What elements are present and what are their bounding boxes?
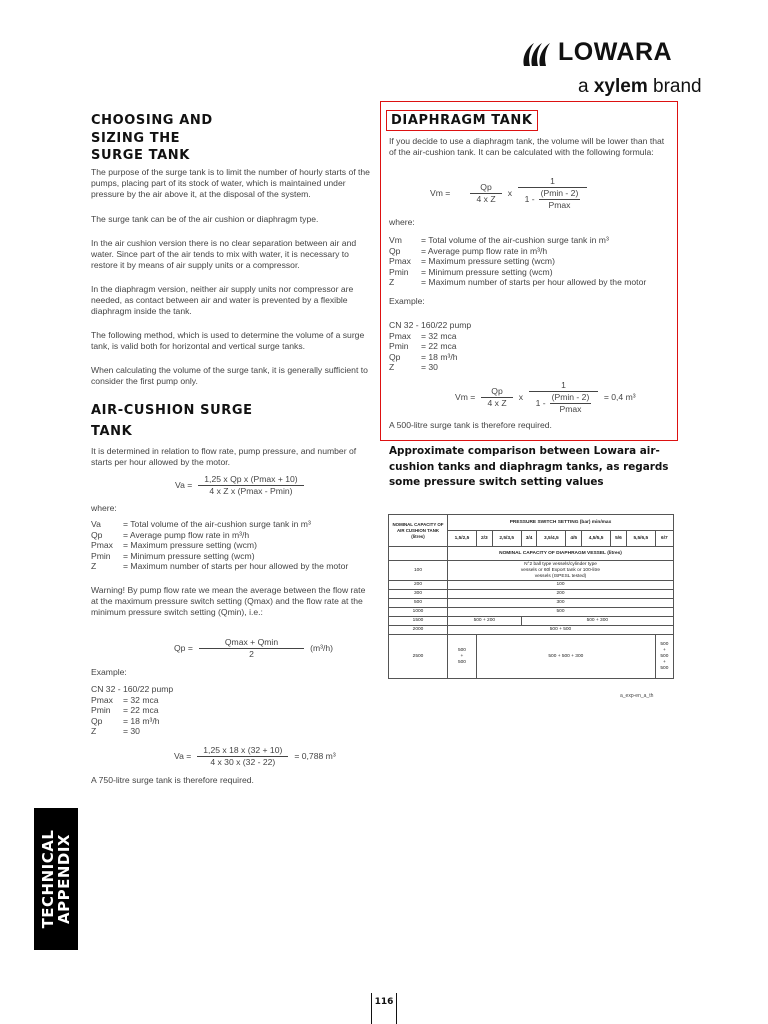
table-row: 1000 500 — [389, 608, 674, 617]
table-code: a_exp-en_a_th — [620, 693, 654, 699]
right-definitions — [389, 235, 674, 288]
table-corner-header: NOMINAL CAPACITY OF AIR CUSHION TANK (litres) — [389, 515, 448, 547]
tab-line-appendix: APPENDIX — [55, 834, 73, 925]
air-intro: It is determined in relation to flow rate, pump pressure, and number of starts per hour allowed by the motor. — [91, 446, 357, 467]
lowara-logo-icon — [520, 40, 556, 70]
where-label: where: — [389, 217, 415, 227]
definition-row: Qp = Average pump flow rate in m³/h — [389, 245, 548, 256]
paragraph: In the diaphragm version, neither air supply units nor compressor are needed, as contact between air and water is prevented by a flexible diaphragm inside the tank. — [91, 283, 354, 316]
definition-row: Qp = Average pump flow rate in m³/h — [91, 529, 250, 540]
definition-row: Vm = Total volume of the air-cushion surge tank in m³ — [389, 235, 609, 245]
brand-name: LOWARA — [558, 38, 673, 66]
left-conclusion: A 750-litre surge tank is therefore required. — [91, 775, 254, 785]
table-row: 100 N°2 ball type vessels/cylinder type vessels or 60l Export tank or 100-litre vessels (ISPESL tested) — [389, 561, 674, 581]
table-row: 2000 500 + 500 — [389, 626, 674, 635]
table-row: 300 200 — [389, 590, 674, 599]
right-conclusion: A 500-litre surge tank is therefore required. — [389, 420, 552, 430]
table-row: 1500 500 + 200 500 + 300 — [389, 617, 674, 626]
qp-formula: Qp = $\frac{Qmax + Qmin}{2}$ (m³/h) — [174, 637, 334, 659]
vm-formula: Vm = $\frac{Qp}{\text{4 x Z}}$ x 1 1 - $\frac{(Pmin - 2)}{Pmax}$ — [430, 176, 587, 211]
brand-tagline: a xylem brand — [578, 76, 702, 97]
paragraph: In the air cushion version there is no clear separation between air and water. Since part of the air tends to mix with water, it is necessary to restore it by means of air supply units or a compressor. — [91, 237, 357, 270]
table-row: 200 100 — [389, 581, 674, 590]
definition-row: Va = Total volume of the air-cushion surge tank in m³ — [91, 519, 311, 529]
left-column — [91, 112, 371, 387]
definition-row: Pmax = Maximum pressure setting (wcm) — [91, 540, 257, 551]
definition-row: Pmin = Minimum pressure setting (wcm) — [91, 550, 255, 561]
page-number-box — [371, 993, 397, 1024]
technical-appendix-tab — [34, 808, 78, 950]
paragraph: The following method, which is used to determine the volume of a surge tank, is valid both for horizontal and vertical surge tanks. — [91, 329, 365, 351]
definition-row: Pmax = Maximum pressure setting (wcm) — [389, 256, 555, 267]
table-row: 500 300 — [389, 599, 674, 608]
paragraph: When calculating the volume of the surge tank, it is generally sufficient to consider the first pump only. — [91, 364, 368, 386]
diaphragm-intro: If you decide to use a diaphragm tank, the volume will be lower than that of the air-cushion tank. It can be calculated with the following formula: — [389, 136, 665, 157]
where-label: where: — [91, 503, 117, 513]
brand-block — [498, 36, 702, 106]
section-title-air-cushion: AIR-CUSHION SURGE TANK — [91, 403, 253, 439]
definition-row: Z = Maximum number of starts per hour allowed by the motor — [389, 277, 647, 288]
warning-text: Warning! By pump flow rate we mean the average between the flow rate at the maximum pressure switch setting (Qmax) and the flow rate at the minimum pressure switch setting (Qmin), i.e.: — [91, 585, 366, 617]
tab-line-technical: TECHNICAL — [39, 829, 57, 929]
diaphragm-header: NOMINAL CAPACITY OF DIAPHRAGM VESSEL (litres) — [448, 547, 674, 561]
vm-example-formula: Vm = $\frac{Qp}{\text{4 x Z}}$ x 1 1 - $\frac{(Pmin - 2)}{Pmax}$ = 0,4 m³ — [455, 380, 636, 414]
right-example: CN 32 - 160/22 pump Pmax = 32 mca Pmin = 22 mca Qp = 18 m³/h Z = 30 — [389, 320, 472, 373]
paragraph: The surge tank can be of the air cushion or diaphragm type. — [91, 213, 319, 224]
comparison-table — [388, 514, 674, 679]
definition-row: Z = Maximum number of starts per hour allowed by the motor — [91, 561, 349, 572]
section-title-diaphragm: DIAPHRAGM TANK — [386, 110, 538, 131]
left-example: CN 32 - 160/22 pump Pmax = 32 mca Pmin = 22 mca Qp = 18 m³/h Z = 30 — [91, 684, 174, 737]
comparison-title: Approximate comparison between Lowara air-cushion tanks and diaphragm tanks, as regards some pressure switch setting values — [389, 445, 669, 488]
left-definitions — [91, 519, 391, 572]
table-row: 2500 500 + 500 500 + 500 + 300 500 + 500 + 500 — [389, 635, 674, 679]
va-formula: Va = $\frac{\text{1,25 x Qp x (Pmax + 10)}}{\text{4 x Z x (Pmax - Pmin)}}$ — [175, 474, 304, 497]
definition-row: Pmin = Minimum pressure setting (wcm) — [389, 266, 553, 277]
example-label: Example: — [389, 296, 425, 306]
page-number: 116 — [374, 997, 394, 1007]
xylem-wordmark: xylem — [593, 76, 648, 97]
section-title-choosing: CHOOSING AND SIZING THE SURGE TANK — [91, 113, 213, 163]
settings-row: 1,5/2,5 2/3 2,5/3,5 3/4 3,5/4,5 4/5 4,5/5,5 5/6 5,5/6,5 6/7 — [389, 531, 674, 547]
example-label: Example: — [91, 667, 127, 677]
va-example-formula: Va = $\frac{1,25 x 18 x (32 + 10)}{4 x 30 x (32 - 22)}$ = 0,788 m³ — [174, 745, 336, 767]
paragraph: The purpose of the surge tank is to limit the number of hourly starts of the pumps, placing part of its stock of water, which is maintained under pressure by the air above it, at the disposal of the system. — [91, 166, 370, 199]
pressure-switch-header: PRESSURE SWITCH SETTING (bar) min/max — [448, 515, 674, 531]
